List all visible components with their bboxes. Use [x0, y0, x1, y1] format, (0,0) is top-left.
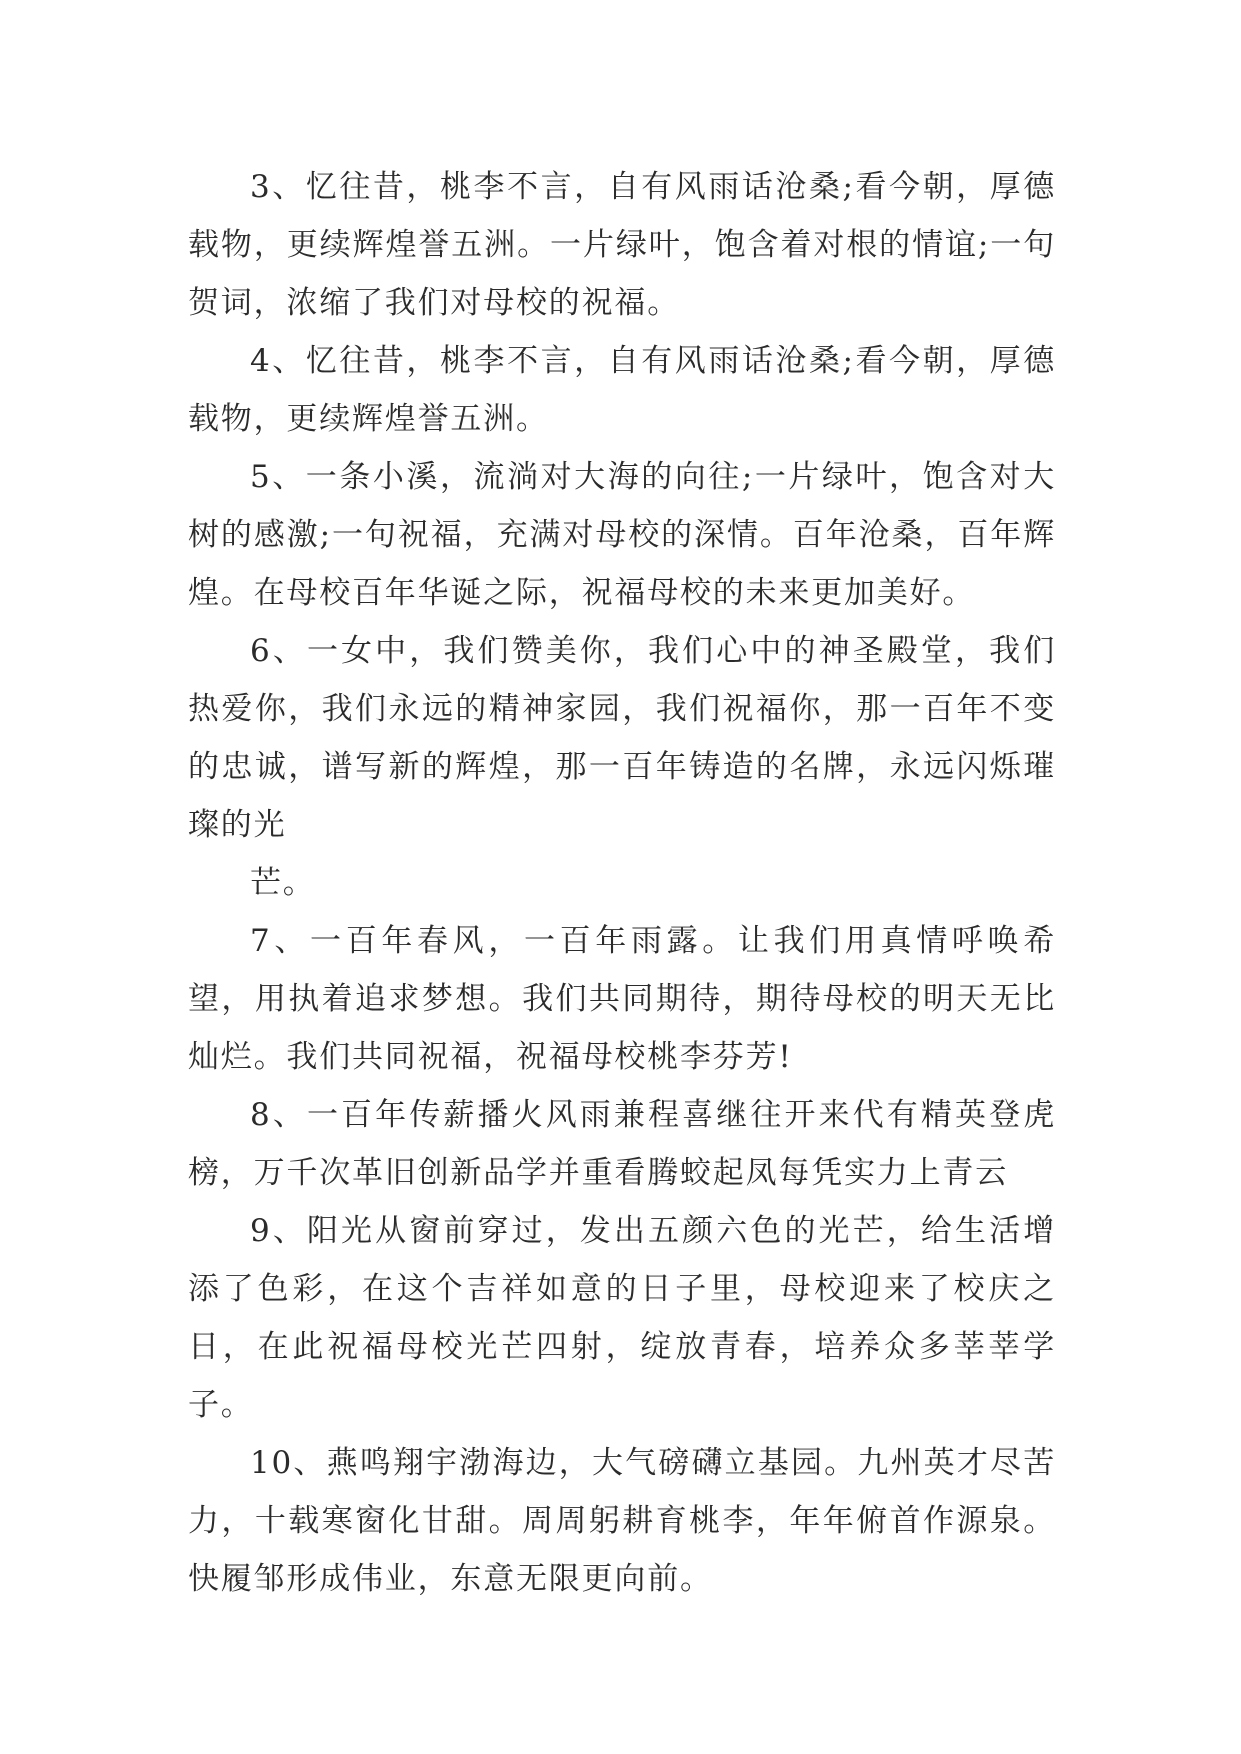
paragraph-4: 4、忆往昔，桃李不言，自有风雨话沧桑;看今朝，厚德载物，更续辉煌誉五洲。 — [188, 343, 1056, 437]
paragraph-5: 5、一条小溪，流淌对大海的向往;一片绿叶，饱含对大树的感激;一句祝福，充满对母校的深情。百年沧桑，百年辉煌。在母校百年华诞之际，祝福母校的未来更加美好。 — [188, 459, 1056, 611]
document-body — [188, 158, 1056, 1608]
paragraph-3: 3、忆往昔，桃李不言，自有风雨话沧桑;看今朝，厚德载物，更续辉煌誉五洲。一片绿叶，饱含着对根的情谊;一句贺词，浓缩了我们对母校的祝福。 — [188, 169, 1056, 321]
paragraph-7: 7、一百年春风，一百年雨露。让我们用真情呼唤希望，用执着追求梦想。我们共同期待，期待母校的明天无比灿烂。我们共同祝福，祝福母校桃李芬芳! — [188, 923, 1056, 1075]
paragraph-10: 10、燕鸣翔宇渤海边，大气磅礴立基园。九州英才尽苦力，十载寒窗化甘甜。周周躬耕育桃李，年年俯首作源泉。快履邹形成伟业，东意无限更向前。 — [188, 1445, 1056, 1597]
paragraph-8: 8、一百年传薪播火风雨兼程喜继往开来代有精英登虎榜，万千次革旧创新品学并重看腾蛟起凤每凭实力上青云 — [188, 1097, 1056, 1191]
paragraph-6: 6、一女中，我们赞美你，我们心中的神圣殿堂，我们热爱你，我们永远的精神家园，我们祝福你，那一百年不变的忠诚，谱写新的辉煌，那一百年铸造的名牌，永远闪烁璀璨的光 — [188, 633, 1056, 843]
paragraph-9: 9、阳光从窗前穿过，发出五颜六色的光芒，给生活增添了色彩，在这个吉祥如意的日子里，母校迎来了校庆之日，在此祝福母校光芒四射，绽放青春，培养众多莘莘学子。 — [188, 1213, 1056, 1423]
paragraph-6-continuation: 芒。 — [250, 865, 316, 901]
